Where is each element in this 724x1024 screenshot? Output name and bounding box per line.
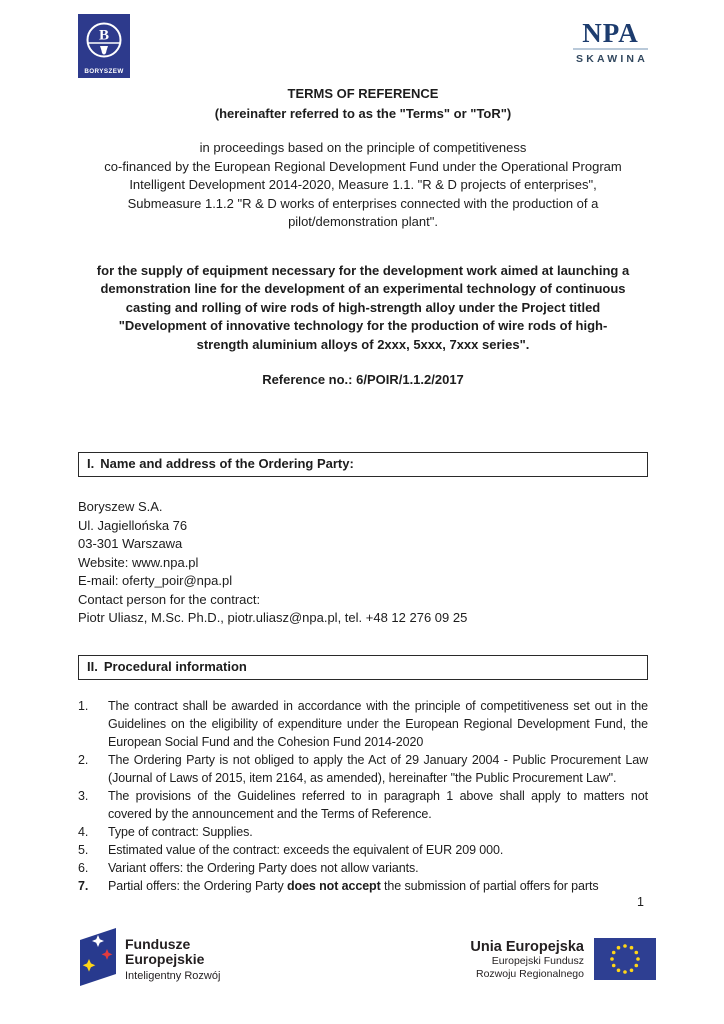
list-item [78, 697, 648, 751]
document-title-line2: (hereinafter referred to as the "Terms" or "ToR") [214, 106, 512, 121]
list-item-text: Variant offers: the Ordering Party does not allow variants. [108, 860, 419, 875]
list-item-text: The provisions of the Guidelines referred to in paragraph 1 above shall apply to matters not covered by the announcement and the Terms of Reference. [108, 788, 648, 821]
list-item-text-prefix: Partial offers: the Ordering Party [108, 878, 287, 893]
fe-flag-icon [80, 928, 116, 986]
subject-line: "Development of innovative technology for the production of wire rods of high- [118, 318, 608, 333]
address-line-website: Website: www.npa.pl [78, 554, 199, 570]
fe-subtitle: Inteligentny Rozwój [125, 970, 221, 982]
address-line-email: E-mail: oferty_poir@npa.pl [78, 573, 233, 588]
address-line: Boryszew S.A. [78, 499, 163, 514]
list-item-text: The Ordering Party is not obliged to apply the Act of 29 January 2004 - Public Procurement Law (Journal of Laws of 2015, item 2164, as amended), hereinafter "the Public Procurement Law". [108, 752, 648, 785]
fe-logo-text [125, 928, 220, 982]
intro-line: Submeasure 1.1.2 "R & D works of enterprises connected with the production of a [127, 195, 599, 211]
list-item-text-bold: does not accept [287, 878, 381, 893]
list-item-number: 7. [78, 878, 89, 893]
list-item [78, 859, 648, 877]
reference-number: Reference no.: 6/POIR/1.1.2/2017 [262, 372, 464, 387]
list-item-number: 3. [78, 788, 89, 803]
footer [0, 928, 724, 986]
npa-logo-subtitle: SKAWINA [576, 53, 648, 65]
document-title-line1: TERMS OF REFERENCE [287, 86, 439, 101]
list-item-text: Type of contract: Supplies. [108, 824, 253, 839]
intro-line: co-financed by the European Regional Development Fund under the Operational Program [104, 158, 622, 174]
subject-line: strength aluminium alloys of 2xxx, 5xxx, 7xxx series". [196, 336, 530, 352]
intro-line: in proceedings based on the principle of competitiveness [199, 140, 527, 155]
section-heading-procedural [78, 655, 648, 680]
list-item-text: The contract shall be awarded in accordance with the principle of competitiveness set out in the Guidelines on the eligibility of expenditure under the European Regional Development Fund, the European Social Fund and the Cohesion Fund 2014-2020 [108, 698, 648, 749]
list-item [78, 823, 648, 841]
procedural-list [78, 697, 648, 895]
section-label: Name and address of the Ordering Party: [100, 456, 354, 471]
list-item-text-suffix: the submission of partial offers for parts [380, 878, 599, 893]
subject-line: demonstration line for the development of an experimental technology of continuous [100, 281, 626, 296]
address-line-contact: Piotr Uliasz, M.Sc. Ph.D., piotr.uliasz@npa.pl, tel. +48 12 276 09 25 [78, 610, 468, 625]
address-line: Ul. Jagiellońska 76 [78, 517, 188, 533]
boryszew-logo-icon [78, 14, 130, 78]
intro-line: Intelligent Development 2014-2020, Measure 1.1. "R & D projects of enterprises", [129, 177, 597, 192]
npa-logo-divider [573, 48, 648, 50]
eu-subtitle-line2: Rozwoju Regionalnego [476, 968, 584, 980]
document-title [78, 84, 648, 124]
list-item-number: 4. [78, 824, 89, 839]
section-number: II. [87, 658, 98, 674]
list-item [78, 877, 648, 895]
header [78, 14, 648, 78]
subject-line: for the supply of equipment necessary for the development work aimed at launching a [96, 262, 630, 278]
list-item-number: 6. [78, 860, 89, 875]
eu-subtitle-line1: Europejski Fundusz [491, 955, 584, 967]
unia-europejska-logo [470, 928, 656, 981]
address-line: Contact person for the contract: [78, 591, 261, 607]
npa-logo [573, 14, 648, 65]
boryszew-caption: BORYSZEW [84, 68, 124, 75]
section-label: Procedural information [103, 658, 247, 674]
boryszew-letter: B [98, 27, 110, 44]
section-number: I. [87, 456, 95, 471]
address-line: 03-301 Warszawa [78, 536, 183, 551]
list-item-text [108, 877, 648, 895]
eu-flag-icon [594, 938, 656, 980]
list-item-number: 1. [78, 698, 89, 713]
list-item-number: 5. [78, 842, 89, 857]
intro-line: pilot/demonstration plant". [288, 214, 438, 229]
eu-title: Unia Europejska [470, 939, 584, 955]
subject-paragraph [78, 262, 648, 355]
ordering-party-address [78, 498, 648, 628]
fundusze-europejskie-logo [80, 928, 220, 986]
page-number: 1 [637, 894, 644, 909]
subject-line: casting and rolling of wire rods of high-strength alloy under the Project titled [125, 299, 601, 315]
list-item [78, 751, 648, 787]
list-item-text: Estimated value of the contract: exceeds the equivalent of EUR 209 000. [108, 842, 504, 857]
fe-title-line1: Fundusze [125, 936, 191, 952]
intro-paragraph [78, 139, 648, 232]
list-item [78, 787, 648, 823]
eu-logo-text [470, 928, 584, 981]
section-heading-name-address [78, 452, 648, 477]
list-item-number: 2. [78, 752, 89, 767]
fe-title-line2: Europejskie [125, 951, 205, 967]
list-item [78, 841, 648, 859]
npa-logo-title: NPA [582, 18, 639, 48]
